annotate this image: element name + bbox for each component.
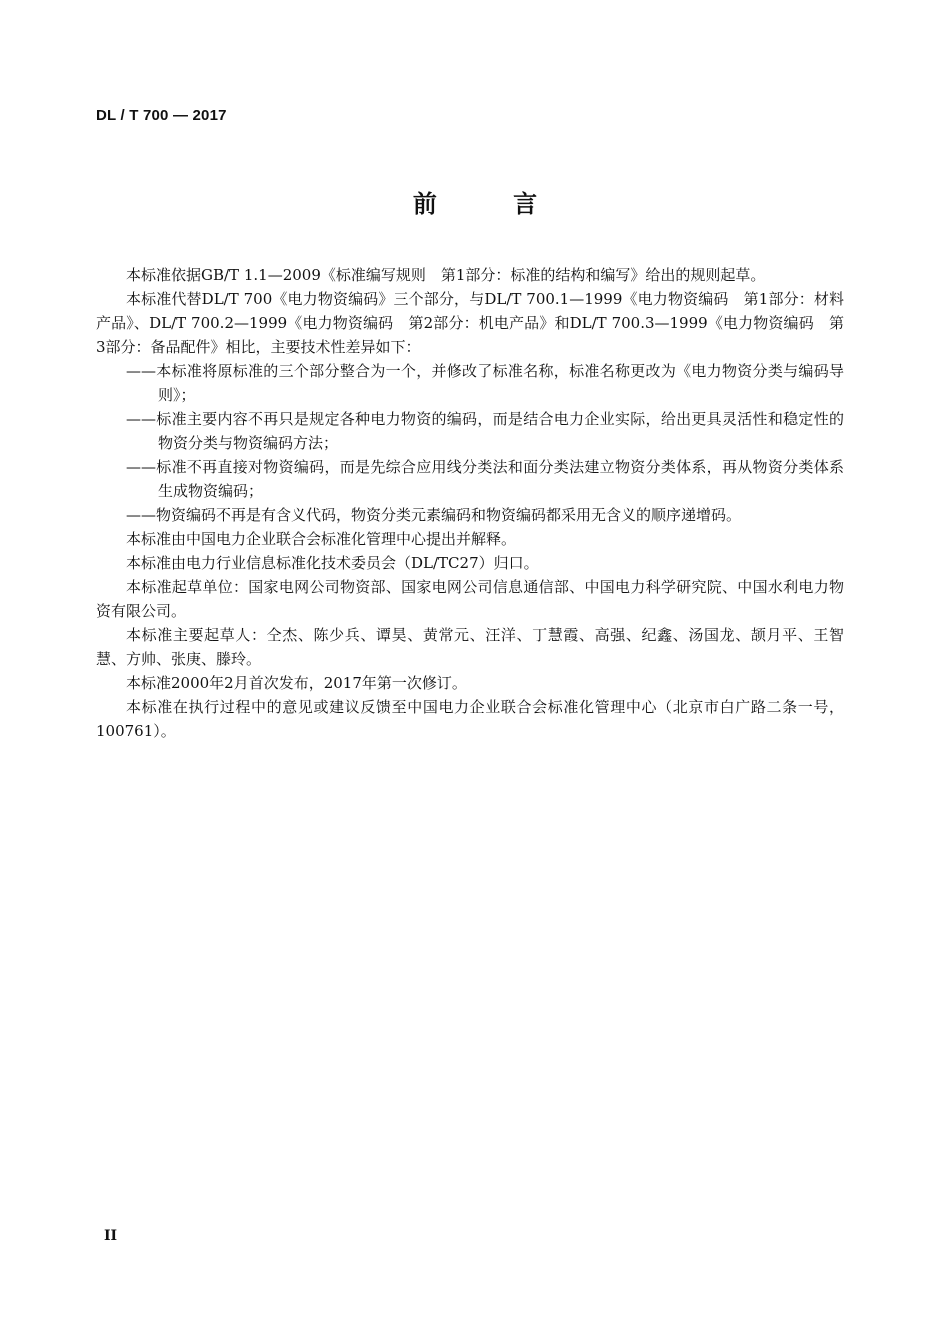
change-item: ——本标准将原标准的三个部分整合为一个，并修改了标准名称，标准名称更改为《电力物资分类与编码导则》； — [126, 362, 844, 404]
paragraph-technical-committee: 本标准由电力行业信息标准化技术委员会（DL/TC27）归口。 — [126, 554, 539, 572]
paragraph-drafters: 本标准主要起草人：仝杰、陈少兵、谭昊、黄常元、汪洋、丁慧霞、高强、纪鑫、汤国龙、颉月平、王智慧、方帅、张庚、滕玲。 — [96, 626, 844, 668]
page-title: 前 言 — [412, 190, 572, 218]
change-item: ——标准主要内容不再只是规定各种电力物资的编码，而是结合电力企业实际，给出更具灵活性和稳定性的物资分类与物资编码方法； — [126, 410, 844, 452]
paragraph-proposer: 本标准由中国电力企业联合会标准化管理中心提出并解释。 — [126, 530, 517, 548]
change-item: ——标准不再直接对物资编码，而是先综合应用线分类法和面分类法建立物资分类体系，再从物资分类体系生成物资编码； — [126, 458, 844, 500]
paragraph-drafting-units: 本标准起草单位：国家电网公司物资部、国家电网公司信息通信部、中国电力科学研究院、中国水利电力物资有限公司。 — [96, 578, 844, 620]
paragraph-replacement: 本标准代替DL/T 700《电力物资编码》三个部分，与DL/T 700.1—1999《电力物资编码 第1部分：材料产品》、DL/T 700.2—1999《电力物资编码 第2部分：机电产品》和DL/T 700.3—1999《电力物资编码 第3部分：备品配件》相比，主要技术性差异如下： — [96, 290, 844, 356]
change-item: ——物资编码不再是有含义代码，物资分类元素编码和物资编码都采用无含义的顺序递增码。 — [126, 506, 742, 524]
paragraph-feedback: 本标准在执行过程中的意见或建议反馈至中国电力企业联合会标准化管理中心（北京市白广路二条一号，100761）。 — [96, 698, 844, 740]
page-number: II — [104, 1228, 118, 1244]
paragraph-release-history: 本标准2000年2月首次发布，2017年第一次修订。 — [126, 674, 467, 692]
paragraph-basis: 本标准依据GB/T 1.1—2009《标准编写规则 第1部分：标准的结构和编写》给出的规则起草。 — [126, 266, 766, 284]
foreword-body — [96, 263, 844, 743]
standard-code: DL / T 700 — 2017 — [96, 107, 227, 124]
